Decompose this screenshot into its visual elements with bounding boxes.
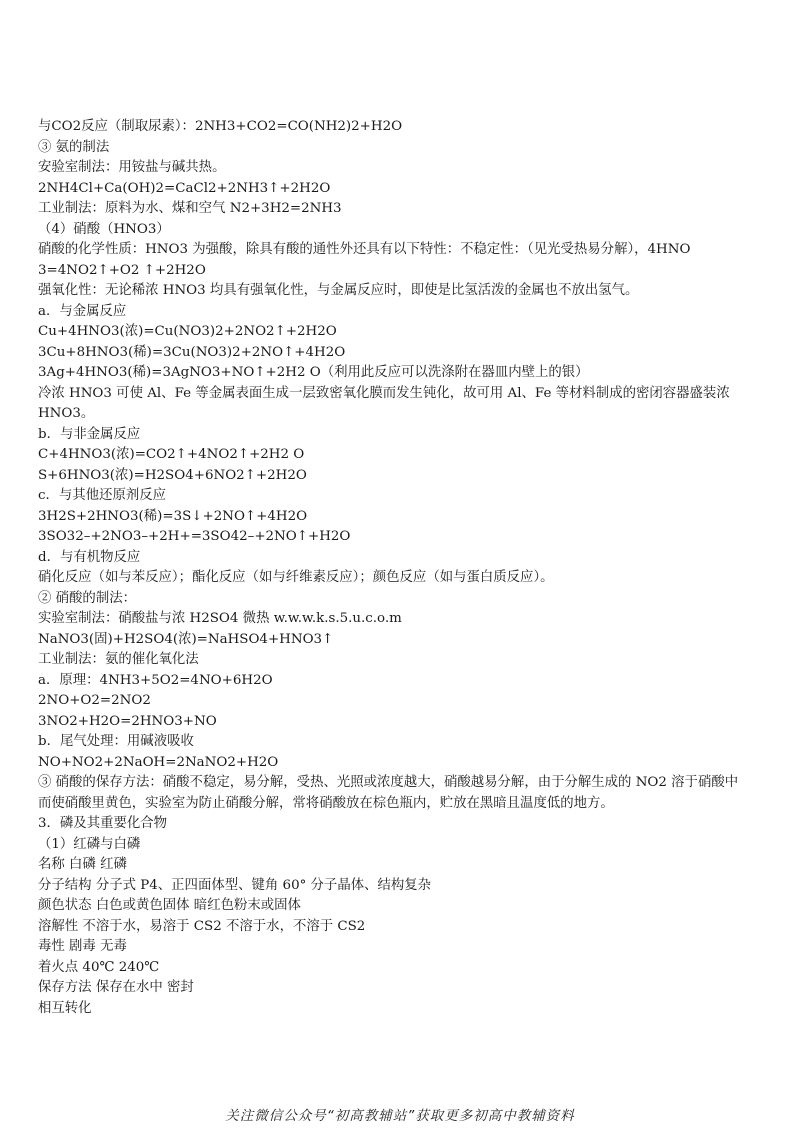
text-line: 3SO32–+2NO3–+2H+=3SO42–+2NO↑+H2O (38, 529, 351, 544)
text-line: d．与有机物反应 (38, 549, 141, 565)
text-line: b．尾气处理：用碱液吸收 (38, 734, 194, 749)
text-line: NO+NO2+2NaOH=2NaNO2+H2O (38, 754, 279, 770)
text-line: 2NO+O2=2NO2 (38, 693, 151, 708)
text-line: 3NO2+H2O=2HNO3+NO (38, 713, 217, 729)
text-line: HNO3。 (38, 406, 95, 421)
text-line: 冷浓 HNO3 可使 Al、Fe 等金属表面生成一层致密氧化膜而发生钝化，故可用 Al、Fe 等材料制成的密闭容器盛装浓 (38, 385, 730, 401)
text-line: c．与其他还原剂反应 (38, 488, 167, 503)
text-line: 3Cu+8HNO3(稀)=3Cu(NO3)2+2NO↑+4H2O (38, 344, 346, 360)
text-line: b．与非金属反应 (38, 426, 141, 442)
text-line: 溶解性 不溶于水，易溶于 CS2 不溶于水，不溶于 CS2 (38, 918, 366, 934)
document-body (38, 117, 768, 1019)
text-line: 3Ag+4HNO3(稀)=3AgNO3+NO↑+2H2 O（利用此反应可以洗涤附在器皿内壁上的银） (38, 365, 589, 380)
text-line: C+4HNO3(浓)=CO2↑+4NO2↑+2H2 O (38, 447, 305, 462)
text-line: 着火点 40℃ 240℃ (38, 959, 160, 975)
text-line: 分子结构 分子式 P4、正四面体型、键角 60° 分子晶体、结构复杂 (38, 877, 432, 893)
text-line: 毒性 剧毒 无毒 (38, 939, 127, 954)
text-line: S+6HNO3(浓)=H2SO4+6NO2↑+2H2O (38, 467, 307, 483)
text-line: 而使硝酸里黄色，实验室为防止硝酸分解，常将硝酸放在棕色瓶内，贮放在黑暗且温度低的地方。 (38, 795, 614, 811)
text-line: 工业制法：原料为水、煤和空气 N2+3H2=2NH3 (38, 201, 342, 216)
text-line: 硝酸的化学性质：HNO3 为强酸，除具有酸的通性外还具有以下特性：不稳定性：（见光受热易分解），4HNO (38, 242, 691, 257)
text-line: 保存方法 保存在水中 密封 (38, 980, 194, 995)
text-line: 颜色状态 白色或黄色固体 暗红色粉末或固体 (38, 898, 301, 913)
text-line: 硝化反应（如与苯反应）；酯化反应（如与纤维素反应）；颜色反应（如与蛋白质反应）。 (38, 570, 554, 585)
text-line: a．与金属反应 (38, 303, 127, 319)
text-line: 2NH4Cl+Ca(OH)2=CaCl2+2NH3↑+2H2O (38, 180, 331, 196)
footer-note: 关注微信公众号“初高教辅站”获取更多初高中教辅资料 (225, 1108, 575, 1124)
text-line: 3．磷及其重要化合物 (38, 816, 168, 831)
text-line: 工业制法：氨的催化氧化法 (38, 652, 199, 667)
text-line: （1）红磷与白磷 (38, 836, 141, 852)
text-line: ③ 氨的制法 (38, 139, 110, 155)
text-line: 实验室制法：硝酸盐与浓 H2SO4 微热 w.w.w.k.s.5.u.c.o.m (38, 611, 402, 626)
text-line: ③ 硝酸的保存方法：硝酸不稳定，易分解，受热、光照或浓度越大，硝酸越易分解，由于分解生成的 NO2 溶于硝酸中 (38, 775, 739, 790)
text-line: （4）硝酸（HNO3） (38, 221, 170, 237)
text-line: 3H2S+2HNO3(稀)=3S↓+2NO↑+4H2O (38, 508, 308, 524)
text-line: a．原理：4NH3+5O2=4NO+6H2O (38, 672, 273, 688)
text-line: 与CO2反应（制取尿素）：2NH3+CO2=CO(NH2)2+H2O (38, 119, 403, 134)
text-line: ② 硝酸的制法： (38, 590, 136, 606)
text-line: Cu+4HNO3(浓)=Cu(NO3)2+2NO2↑+2H2O (38, 324, 337, 339)
text-line: 相互转化 (38, 1000, 92, 1016)
text-line: 3=4NO2↑+O2 ↑+2H2O (38, 262, 206, 278)
text-line: 强氧化性：无论稀浓 HNO3 均具有强氧化性，与金属反应时，即使是比氢活泼的金属也不放出氢气。 (38, 283, 639, 298)
text-line: 安验室制法：用铵盐与碱共热。 (38, 160, 226, 175)
text-line: 名称 白磷 红磷 (38, 857, 127, 872)
text-line: NaNO3(固)+H2SO4(浓)=NaHSO4+HNO3↑ (38, 631, 334, 647)
